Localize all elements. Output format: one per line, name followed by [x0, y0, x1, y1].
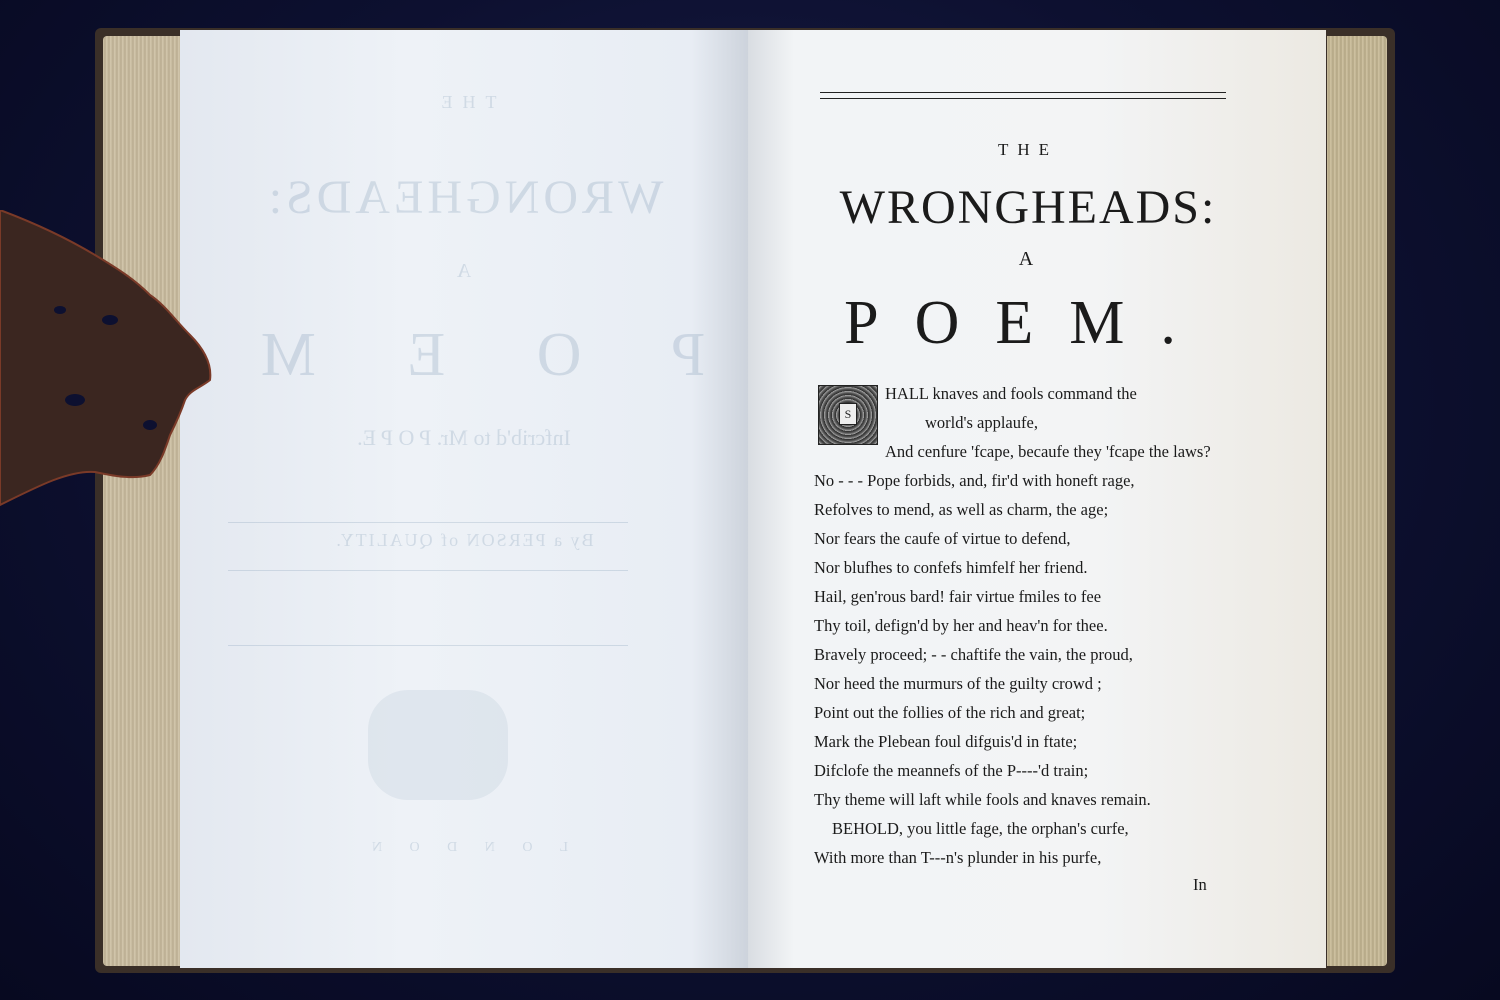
- title-wrongheads: WRONGHEADS:: [839, 181, 1217, 234]
- show-through-text: [180, 30, 748, 968]
- verse-line: Thy toil, defign'd by her and heav'n for thee.: [814, 616, 1108, 635]
- ghost-the: THE: [431, 92, 497, 112]
- catchword: In: [1193, 875, 1207, 894]
- ghost-author: By a PERSON of QUALITY.: [334, 530, 594, 550]
- title-page-content: [748, 30, 1326, 968]
- verse-line: With more than T---n's plunder in his purfe,: [814, 848, 1102, 867]
- title-poem: POEM.: [844, 289, 1212, 357]
- title-the: THE: [997, 140, 1059, 159]
- verse-line: No - - - Pope forbids, and, fir'd with honeft rage,: [814, 471, 1135, 490]
- verse-line: Hail, gen'rous bard! fair virtue fmiles to fee: [814, 587, 1102, 606]
- ghost-london: L O N D O N: [359, 840, 569, 855]
- ghost-rule: [228, 645, 628, 646]
- drop-cap-letter: S: [839, 403, 857, 425]
- title-a: A: [1018, 248, 1038, 270]
- page-edges-right: [1327, 36, 1387, 966]
- ghost-inscribed: Infcrib'd to Mr. P O P E.: [357, 425, 571, 450]
- verse-line: Nor heed the murmurs of the guilty crowd ;: [814, 674, 1102, 693]
- verse-line: And cenfure 'fcape, becaufe they 'fcape the laws?: [885, 442, 1211, 461]
- verse-line: Mark the Plebean foul difguis'd in ftate;: [814, 732, 1078, 751]
- ghost-rule: [228, 522, 628, 523]
- verse-line: Nor blufhes to confefs himfelf her friend.: [814, 558, 1088, 577]
- verse-line: HALL knaves and fools command the: [885, 384, 1137, 403]
- verse-line: Point out the follies of the rich and great;: [814, 703, 1086, 722]
- right-page: [748, 30, 1326, 968]
- verse-line: Refolves to mend, as well as charm, the age;: [814, 500, 1109, 519]
- ghost-ornament: [368, 690, 508, 800]
- ghost-title: WRONGHEADS:: [264, 171, 664, 224]
- ghost-poem: P O E M: [222, 321, 706, 389]
- verse-line: Difclofe the meannefs of the P----'d train;: [814, 761, 1089, 780]
- ghost-rule: [228, 570, 628, 571]
- verse-line: BEHOLD, you little fage, the orphan's curfe,: [832, 819, 1129, 838]
- verse-line: Bravely proceed; - - chaftife the vain, the proud,: [814, 645, 1133, 664]
- verse-line: world's applaufe,: [925, 413, 1038, 432]
- ornamental-drop-cap: [818, 385, 878, 445]
- ghost-a: A: [456, 260, 472, 282]
- header-rule: [820, 92, 1226, 93]
- metal-clasp: [0, 210, 215, 510]
- header-rule: [820, 98, 1226, 99]
- verse-line: Thy theme will laft while fools and knaves remain.: [814, 790, 1151, 809]
- left-page: [180, 30, 748, 968]
- verse-line: Nor fears the caufe of virtue to defend,: [814, 529, 1071, 548]
- open-book: [95, 28, 1395, 973]
